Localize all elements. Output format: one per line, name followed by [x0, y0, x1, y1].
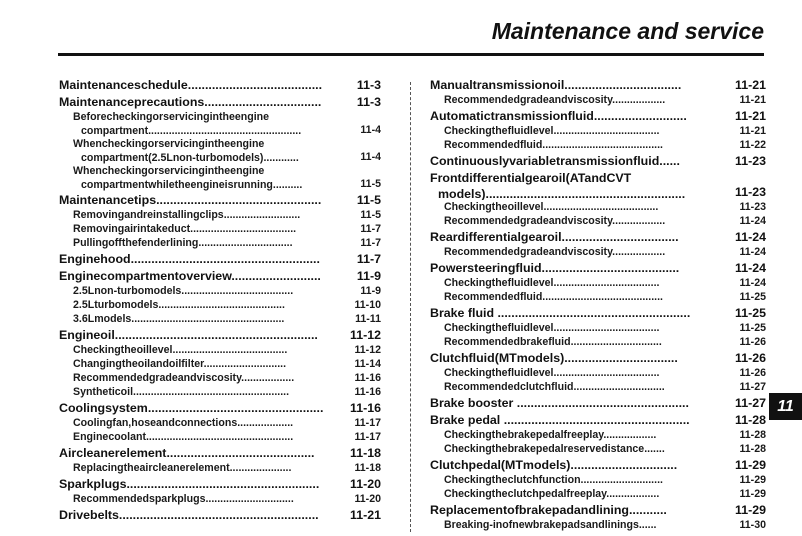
toc-page-number: 11-28: [734, 413, 766, 427]
toc-entry[interactable]: [430, 170, 766, 200]
column-divider: [410, 82, 411, 532]
toc-entry-title: Coolingsystem...................................................: [59, 401, 324, 415]
toc-entry-title: Recommendedsparkplugs..............................: [73, 493, 294, 505]
toc-entry-title: Replacingtheaircleanerelement.....................: [73, 462, 292, 474]
toc-entry-title: Coolingfan,hoseandconnections...................: [73, 417, 294, 429]
toc-subentry[interactable]: [59, 312, 381, 326]
toc-page-number: 11-21: [734, 109, 766, 123]
toc-entry[interactable]: [59, 94, 381, 110]
toc-page-number: 11-18: [354, 462, 381, 474]
toc-page-number: 11-14: [354, 358, 381, 370]
toc-page-number: 11-21: [739, 94, 766, 106]
toc-entry-title: Checkingthefluidlevel....................................: [444, 322, 660, 334]
toc-page-number: 11-7: [360, 237, 381, 249]
toc-page-number: 11-3: [356, 95, 381, 109]
toc-subentry[interactable]: [59, 137, 381, 164]
toc-subentry[interactable]: [430, 335, 766, 349]
toc-entry-title: Checkingtheoillevel.......................................: [444, 201, 659, 213]
toc-subentry[interactable]: [430, 518, 766, 532]
toc-subentry[interactable]: [59, 208, 381, 222]
toc-subentry[interactable]: [59, 284, 381, 298]
chapter-tab: 11: [769, 393, 802, 420]
toc-subentry[interactable]: [430, 380, 766, 394]
toc-entry-title: Whencheckingorservicingintheengine: [73, 138, 265, 150]
toc-page-number: 11-5: [360, 178, 381, 190]
toc-entry-title: Clutchfluid(MTmodels).................................: [430, 351, 678, 365]
toc-page-number: 11-5: [360, 209, 381, 221]
toc-entry-title: Brake pedal ......................................................: [430, 413, 690, 427]
toc-page-number: 11-24: [734, 230, 766, 244]
toc-page-number: 11-23: [734, 185, 766, 199]
toc-entry[interactable]: [59, 327, 381, 343]
toc-entry[interactable]: [59, 400, 381, 416]
toc-page-number: 11-25: [739, 291, 766, 303]
toc-page-number: 11-30: [739, 519, 766, 531]
toc-page-number: 11-21: [349, 508, 381, 522]
toc-entry-title: Recommendedfluid.........................................: [444, 139, 663, 151]
toc-entry-title: Recommendedbrakefluid...............................: [444, 336, 662, 348]
toc-entry[interactable]: [430, 305, 766, 321]
toc-entry[interactable]: [59, 507, 381, 523]
toc-page-number: 11-10: [354, 299, 381, 311]
toc-page-number: 11-20: [354, 493, 381, 505]
toc-subentry[interactable]: [59, 298, 381, 312]
toc-entry-title: Clutchpedal(MTmodels)...............................: [430, 458, 678, 472]
toc-entry-title: Recommendedgradeandviscosity..................: [444, 246, 666, 258]
toc-entry-title: 2.5Lturbomodels...........................................: [73, 299, 285, 311]
toc-subentry[interactable]: [59, 343, 381, 357]
toc-entry-title: Checkingthefluidlevel....................................: [444, 367, 660, 379]
toc-entry-title: Checkingthefluidlevel....................................: [444, 277, 660, 289]
toc-entry-title: Checkingthebrakepedalfreeplay..................: [444, 429, 657, 441]
toc-page-number: 11-24: [739, 215, 766, 227]
toc-entry-title: Enginehood.......................................................: [59, 252, 320, 266]
toc-entry-title: Pullingoffthefenderlining................................: [73, 237, 293, 249]
toc-page-number: 11-5: [356, 193, 381, 207]
toc-entry[interactable]: [59, 192, 381, 208]
toc-page-number: 11-24: [739, 277, 766, 289]
toc-entry-title: Beforecheckingorservicingintheengine: [73, 111, 270, 123]
toc-subentry[interactable]: [430, 138, 766, 152]
toc-entry-title: Replacementofbrakepadandlining...........: [430, 503, 667, 517]
toc-page-number: 11-21: [734, 78, 766, 92]
toc-entry[interactable]: [430, 350, 766, 366]
toc-entry-title: Manualtransmissionoil..................................: [430, 78, 682, 92]
toc-page-number: 11-25: [739, 322, 766, 334]
toc-page-number: 11-29: [734, 503, 766, 517]
toc-entry-title: Changingtheoilandoilfilter............................: [73, 358, 287, 370]
toc-entry-title: Checkingtheclutchpedalfreeplay..................: [444, 488, 660, 500]
toc-page-number: 11-12: [349, 328, 381, 342]
toc-page-number: 11-18: [349, 446, 381, 460]
toc-page-number: 11-12: [354, 344, 381, 356]
toc-page-number: 11-25: [734, 306, 766, 320]
toc-entry-title: Maintenanceprecautions..................................: [59, 95, 322, 109]
toc-entry[interactable]: [430, 502, 766, 518]
toc-page-number: 11-9: [356, 269, 381, 283]
toc-subentry[interactable]: [430, 290, 766, 304]
toc-subentry[interactable]: [59, 416, 381, 430]
toc-page-number: 11-22: [739, 139, 766, 151]
toc-column-left: [59, 76, 381, 523]
toc-page-number: 11-17: [354, 417, 381, 429]
toc-subentry[interactable]: [59, 357, 381, 371]
toc-page-number: 11-11: [355, 313, 381, 325]
toc-page-number: 11-28: [739, 443, 766, 455]
toc-entry-title-continued: compartmentwhiletheengineisrunning..........: [81, 179, 303, 191]
toc-entry[interactable]: [430, 108, 766, 124]
toc-entry-title: Powersteeringfluid........................................: [430, 261, 680, 275]
toc-entry[interactable]: [59, 476, 381, 492]
toc-entry-title-continued: models)..........................................................: [438, 187, 686, 200]
toc-entry-title-continued: compartment....................................................: [81, 125, 302, 137]
toc-subentry[interactable]: [430, 428, 766, 442]
toc-entry-title: Removingandreinstallingclips..........................: [73, 209, 301, 221]
toc-entry-title: Recommendedgradeandviscosity..................: [73, 372, 295, 384]
toc-entry-title: Maintenanceschedule.......................................: [59, 78, 323, 92]
toc-page-number: 11-29: [739, 474, 766, 486]
toc-entry-title: Reardifferentialgearoil..................................: [430, 230, 679, 244]
toc-page-number: 11-27: [734, 396, 766, 410]
toc-page-number: 11-24: [734, 261, 766, 275]
toc-entry-title: 3.6Lmodels....................................................: [73, 313, 285, 325]
toc-entry[interactable]: [430, 457, 766, 473]
toc-page-number: 11-23: [739, 201, 766, 213]
toc-page-number: 11-7: [356, 252, 381, 266]
toc-page-number: 11-4: [360, 151, 381, 163]
toc-subentry[interactable]: [430, 214, 766, 228]
toc-subentry[interactable]: [430, 321, 766, 335]
toc-entry[interactable]: [430, 229, 766, 245]
toc-page-number: 11-29: [734, 458, 766, 472]
toc-entry-title: Drivebelts..........................................................: [59, 508, 319, 522]
toc-page-number: 11-9: [360, 285, 381, 297]
toc-column-right: [430, 76, 766, 532]
toc-page-number: 11-28: [739, 429, 766, 441]
toc-entry[interactable]: [59, 251, 381, 267]
toc-entry-title: Syntheticoil.....................................................: [73, 386, 290, 398]
toc-entry-title: Removingairintakeduct....................................: [73, 223, 297, 235]
toc-subentry[interactable]: [430, 487, 766, 501]
toc-page-number: 11-20: [349, 477, 381, 491]
toc-page-number: 11-26: [734, 351, 766, 365]
page-title: Maintenance and service: [491, 18, 764, 44]
toc-entry[interactable]: [59, 77, 381, 93]
toc-entry[interactable]: [59, 445, 381, 461]
toc-entry-title: Checkingthefluidlevel....................................: [444, 125, 660, 137]
toc-entry[interactable]: [430, 260, 766, 276]
toc-entry-title: Automatictransmissionfluid...........................: [430, 109, 687, 123]
toc-subentry[interactable]: [430, 366, 766, 380]
toc-entry-title: Aircleanerelement...........................................: [59, 446, 315, 460]
toc-entry-title: Recommendedfluid.........................................: [444, 291, 663, 303]
toc-entry-title: Frontdifferentialgearoil(ATandCVT: [430, 171, 632, 185]
toc-subentry[interactable]: [59, 164, 381, 191]
toc-subentry[interactable]: [59, 492, 381, 506]
toc-entry-title: Brake fluid ........................................................: [430, 306, 691, 320]
toc-subentry[interactable]: [59, 110, 381, 137]
toc-subentry[interactable]: [59, 236, 381, 250]
toc-subentry[interactable]: [430, 124, 766, 138]
toc-subentry[interactable]: [430, 245, 766, 259]
toc-entry[interactable]: [430, 153, 766, 169]
toc-subentry[interactable]: [430, 473, 766, 487]
toc-entry-title: Checkingtheoillevel.......................................: [73, 344, 288, 356]
toc-entry[interactable]: [430, 412, 766, 428]
toc-entry-title: Breaking-inofnewbrakepadsandlinings......: [444, 519, 657, 531]
toc-entry-title: Enginecoolant..................................................: [73, 431, 294, 443]
toc-subentry[interactable]: [59, 371, 381, 385]
toc-page-number: 11-17: [354, 431, 381, 443]
toc-page-number: 11-7: [360, 223, 381, 235]
toc-page-number: 11-16: [349, 401, 381, 415]
toc-subentry[interactable]: [59, 222, 381, 236]
toc-entry-title: Engineoil...........................................................: [59, 328, 318, 342]
toc-page-number: 11-27: [739, 381, 766, 393]
toc-page-number: 11-16: [354, 386, 381, 398]
toc-entry-title: Recommendedclutchfluid...............................: [444, 381, 665, 393]
toc-entry-title: Brake booster ..................................................: [430, 396, 689, 410]
toc-entry-title: Enginecompartmentoverview..........................: [59, 269, 321, 283]
toc-subentry[interactable]: [430, 200, 766, 214]
toc-page-number: 11-4: [360, 124, 381, 136]
toc-page-number: 11-3: [356, 78, 381, 92]
toc-entry-title: Checkingtheclutchfunction............................: [444, 474, 663, 486]
toc-entry-title: Recommendedgradeandviscosity..................: [444, 94, 666, 106]
toc-subentry[interactable]: [59, 385, 381, 399]
toc-page-number: 11-26: [739, 367, 766, 379]
toc-entry-title: Maintenancetips................................................: [59, 193, 322, 207]
toc-entry[interactable]: [430, 77, 766, 93]
toc-subentry[interactable]: [59, 461, 381, 475]
toc-entry[interactable]: [430, 395, 766, 411]
header-rule: [58, 53, 764, 56]
toc-entry-title: 2.5Lnon-turbomodels......................................: [73, 285, 294, 297]
toc-subentry[interactable]: [430, 276, 766, 290]
toc-entry[interactable]: [59, 268, 381, 284]
page-header: [0, 0, 802, 50]
toc-entry-title: Checkingthebrakepedalreservedistance.......: [444, 443, 665, 455]
toc-page-number: 11-21: [739, 125, 766, 137]
toc-subentry[interactable]: [430, 93, 766, 107]
toc-entry-title-continued: compartment(2.5Lnon-turbomodels)............: [81, 152, 299, 164]
toc-entry-title: Whencheckingorservicingintheengine: [73, 165, 265, 177]
toc-entry-title: Continuouslyvariabletransmissionfluid......: [430, 154, 680, 168]
toc-entry-title: Recommendedgradeandviscosity..................: [444, 215, 666, 227]
toc-page-number: 11-23: [734, 154, 766, 168]
toc-subentry[interactable]: [59, 430, 381, 444]
toc-page-number: 11-24: [739, 246, 766, 258]
toc-subentry[interactable]: [430, 442, 766, 456]
toc-page-number: 11-29: [739, 488, 766, 500]
toc-page-number: 11-26: [739, 336, 766, 348]
toc-entry-title: Sparkplugs........................................................: [59, 477, 320, 491]
toc-page-number: 11-16: [354, 372, 381, 384]
